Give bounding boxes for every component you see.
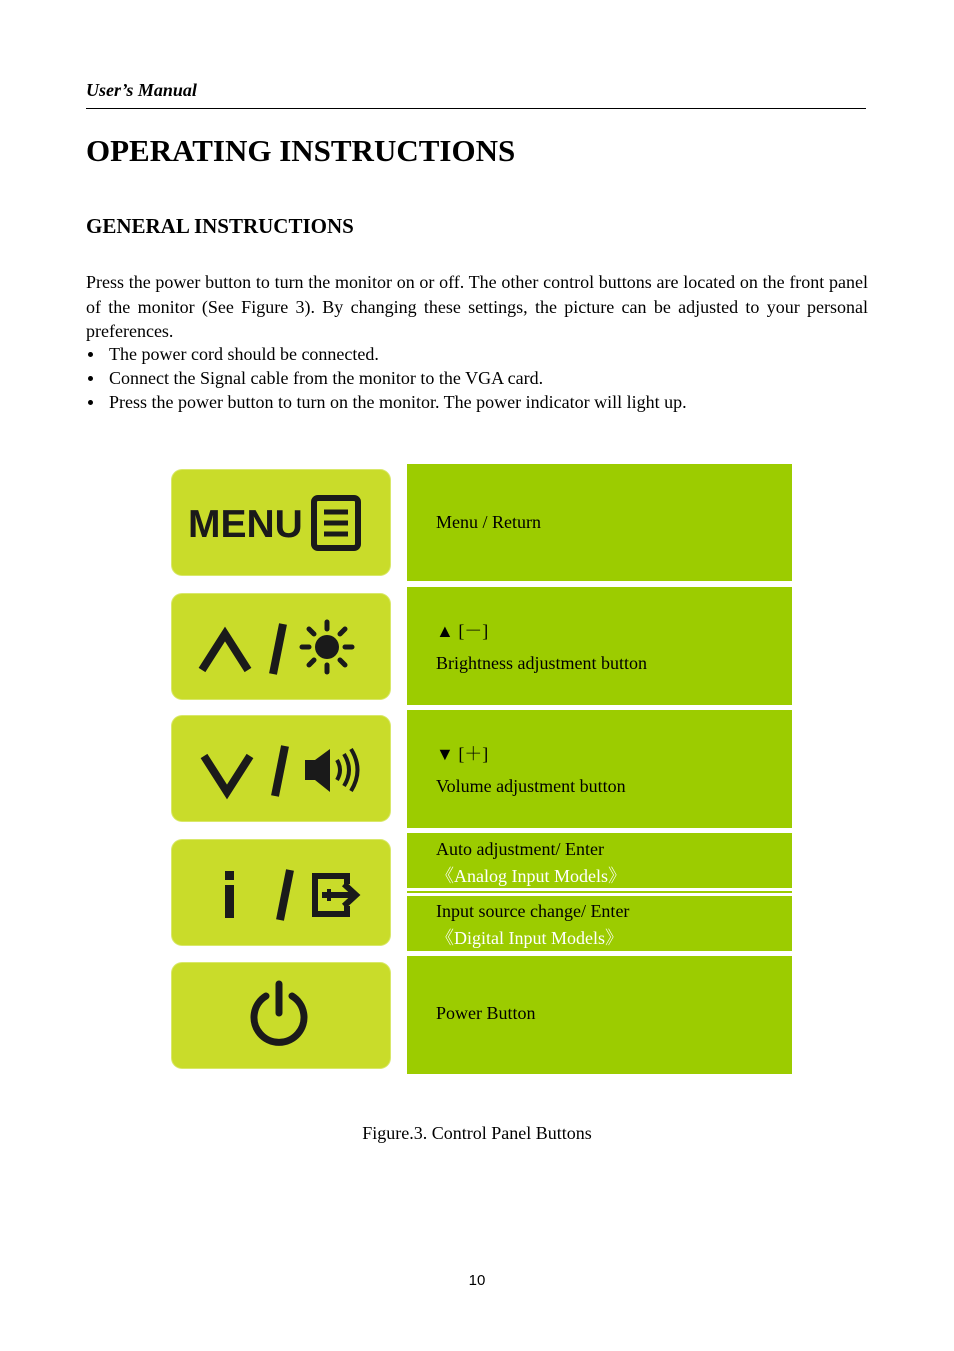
- volume-description: [407, 710, 792, 828]
- page-number: 10: [468, 1272, 486, 1289]
- power-icon: [172, 963, 390, 1068]
- bullet-list: [86, 342, 868, 414]
- menu-button-illustration: [172, 470, 390, 575]
- bullet-item: Connect the Signal cable from the monitor to the VGA card.: [86, 366, 868, 390]
- digital-models-note: 《Digital Input Models》: [436, 928, 623, 948]
- volume-description-text: Volume adjustment button: [436, 776, 626, 796]
- volume-symbol: ▼ [＋]: [436, 744, 489, 764]
- menu-icon-text: MENU: [188, 503, 303, 546]
- section-heading: GENERAL INSTRUCTIONS: [86, 214, 354, 238]
- running-header: User’s Manual: [86, 80, 197, 100]
- description-divider: [407, 893, 792, 896]
- figure-caption: Figure.3. Control Panel Buttons: [362, 1123, 592, 1143]
- page-title: OPERATING INSTRUCTIONS: [86, 133, 516, 168]
- down-volume-icon: [172, 716, 390, 821]
- info-button-illustration: [172, 840, 390, 945]
- intro-paragraph: Press the power button to turn the monitor on or off. The other control buttons are located on the front panel of the monitor (See Figure 3). By changing these settings, the picture can be adjusted to your personal preferences.: [86, 272, 868, 341]
- power-description: [407, 956, 792, 1074]
- brightness-symbol: ▲ [－]: [436, 621, 489, 641]
- menu-description: [407, 464, 792, 581]
- brightness-description-text: Brightness adjustment button: [436, 653, 647, 673]
- bullet-item: Press the power button to turn on the monitor. The power indicator will light up.: [86, 390, 868, 414]
- bullet-item: The power cord should be connected.: [86, 342, 868, 366]
- menu-icon: [172, 470, 390, 575]
- header-rule: [86, 108, 866, 109]
- up-button-illustration: [172, 594, 390, 699]
- power-description-text: Power Button: [436, 1003, 536, 1023]
- menu-description-text: Menu / Return: [436, 512, 541, 532]
- analog-description-text: Auto adjustment/ Enter: [436, 839, 604, 859]
- brightness-description: [407, 587, 792, 705]
- description-divider: [407, 888, 792, 891]
- power-button-illustration: [172, 963, 390, 1068]
- up-brightness-icon: [172, 594, 390, 699]
- down-button-illustration: [172, 716, 390, 821]
- digital-description-text: Input source change/ Enter: [436, 901, 630, 921]
- analog-models-note: 《Analog Input Models》: [436, 866, 626, 886]
- input-description: [407, 833, 792, 951]
- info-input-icon: [172, 840, 390, 945]
